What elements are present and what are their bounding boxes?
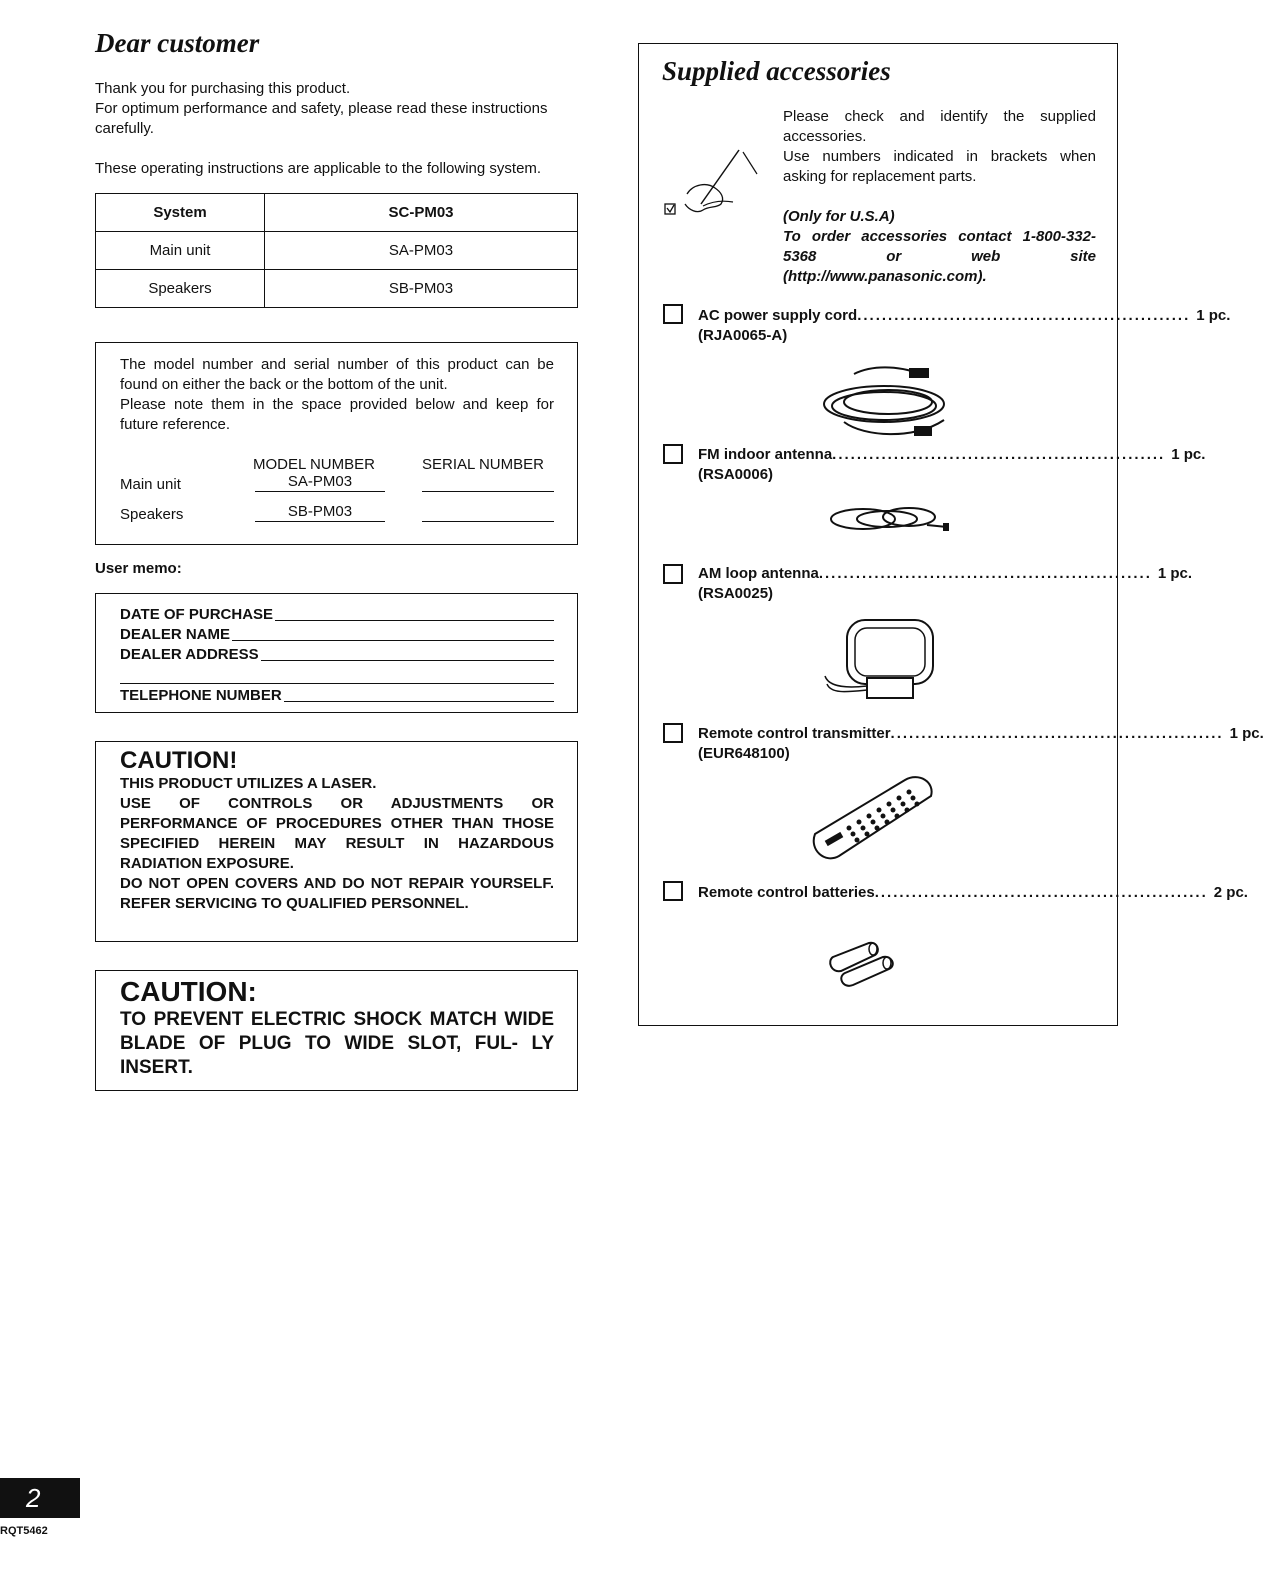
table-cell: SC-PM03 xyxy=(265,194,578,232)
caution-body: TO PREVENT ELECTRIC SHOCK MATCH WIDE BLADE OF PLUG TO WIDE SLOT, FUL- LY INSERT. xyxy=(120,1009,554,1078)
item-qty: 1 pc. xyxy=(1196,307,1231,324)
item-qty: 1 pc. xyxy=(1171,446,1206,463)
memo-blank-line[interactable] xyxy=(120,665,554,684)
table-cell: SB-PM03 xyxy=(265,270,578,308)
item-part-number: (RSA0025) xyxy=(698,585,774,602)
fm-antenna-icon xyxy=(827,499,952,541)
instructions-text: Please check and identify the supplied accessories. xyxy=(783,108,1096,145)
table-cell: Main unit xyxy=(96,232,265,270)
usa-note: (Only for U.S.A) xyxy=(783,208,895,225)
model-box-text-2: Please note them in the space provided below and keep for future reference. xyxy=(120,396,554,433)
accessory-item: AC power supply cord ...................................................... 1 pc. (RJA0065-A) xyxy=(698,307,1231,344)
memo-label: DEALER ADDRESS xyxy=(120,646,259,663)
accessories-panel xyxy=(638,43,1264,1026)
memo-label: DEALER NAME xyxy=(120,626,231,643)
applicable-text: These operating instructions are applicable to the following system. xyxy=(95,160,542,177)
checkbox[interactable] xyxy=(663,881,683,901)
user-memo-heading: User memo: xyxy=(95,560,182,577)
memo-label: TELEPHONE NUMBER xyxy=(120,687,282,704)
speakers-serial-field[interactable] xyxy=(422,503,554,522)
item-part-number: (EUR648100) xyxy=(698,745,790,762)
caution-title: CAUTION: xyxy=(120,976,257,1007)
table-row xyxy=(96,194,578,232)
item-name: Remote control transmitter xyxy=(698,725,891,742)
intro-paragraph xyxy=(95,79,585,139)
accessory-item: Remote control transmitter ...................................................... 1 pc. (EUR648100) xyxy=(698,725,1264,762)
usa-order-text: To order accessories contact 1-800-332-5368 or web site (http://www.panasonic.com). xyxy=(783,228,1096,285)
caution-shock-box xyxy=(95,970,578,1091)
table-row xyxy=(96,232,578,270)
memo-row[interactable] xyxy=(120,645,554,665)
intro-line: carefully. xyxy=(95,120,154,137)
item-qty: 1 pc. xyxy=(1157,565,1193,582)
caution-body-2: DO NOT OPEN COVERS AND DO NOT REPAIR YOURSELF. REFER SERVICING TO QUALIFIED PERSONNEL. xyxy=(120,875,554,912)
checking-hand-icon xyxy=(663,144,763,224)
item-part-number: (RJA0065-A) xyxy=(698,327,788,344)
intro-line: Thank you for purchasing this product. xyxy=(95,80,351,97)
doc-code: RQT5462 xyxy=(0,1525,48,1537)
checkbox[interactable] xyxy=(663,444,683,464)
main-unit-label: Main unit xyxy=(120,476,181,493)
item-qty: 2 pc. xyxy=(1213,884,1248,901)
item-name: AM loop antenna xyxy=(698,565,819,582)
am-loop-antenna-icon xyxy=(819,616,939,706)
table-cell: Speakers xyxy=(96,270,265,308)
speakers-model: SB-PM03 xyxy=(255,503,385,522)
accessory-item: AM loop antenna ...................................................... 1 pc. (RSA0025) xyxy=(698,565,1193,602)
accessory-item: FM indoor antenna ...................................................... 1 pc. (RSA0006) xyxy=(698,446,1206,483)
checkbox[interactable] xyxy=(663,564,683,584)
memo-row[interactable] xyxy=(120,625,554,645)
batteries-icon xyxy=(827,937,902,989)
item-name: FM indoor antenna xyxy=(698,446,833,463)
section-title: Supplied accessories xyxy=(662,56,891,86)
caution-line: THIS PRODUCT UTILIZES A LASER. xyxy=(120,775,377,792)
memo-row[interactable] xyxy=(120,686,554,706)
caution-laser-box xyxy=(95,741,578,942)
main-unit-serial-field[interactable] xyxy=(422,473,554,492)
instructions-text-2: Use numbers indicated in brackets when asking for replacement parts. xyxy=(783,148,1096,185)
page-title: Dear customer xyxy=(95,28,260,58)
model-box-text: The model number and serial number of this product can be found on either the back or the bottom of the unit. xyxy=(120,356,554,393)
checkbox[interactable] xyxy=(663,304,683,324)
page-number: 2 xyxy=(0,1478,80,1518)
memo-label: DATE OF PURCHASE xyxy=(120,606,274,623)
item-name: Remote control batteries xyxy=(698,884,875,901)
caution-body: USE OF CONTROLS OR ADJUSTMENTS OR PERFORMANCE OF PROCEDURES OTHER THAN THOSE SPECIFIED HEREIN MAY RESULT IN HAZARDOUS RADIATION EXPOSURE. xyxy=(120,795,554,872)
main-unit-model: SA-PM03 xyxy=(255,473,385,492)
model-number-header: MODEL NUMBER xyxy=(253,456,375,473)
checkbox[interactable] xyxy=(663,723,683,743)
table-row xyxy=(96,270,578,308)
system-table xyxy=(95,193,578,308)
table-cell: SA-PM03 xyxy=(265,232,578,270)
memo-row[interactable] xyxy=(120,605,554,625)
intro-line: For optimum performance and safety, please read these instructions xyxy=(95,100,548,117)
model-number-box xyxy=(95,342,578,545)
item-name: AC power supply cord xyxy=(698,307,858,324)
item-part-number: (RSA0006) xyxy=(698,466,774,483)
caution-title: CAUTION! xyxy=(120,747,238,774)
accessory-item: Remote control batteries ...................................................... 2 pc. xyxy=(698,884,1248,901)
remote-control-icon xyxy=(809,772,939,864)
table-cell: System xyxy=(96,194,265,232)
serial-number-header: SERIAL NUMBER xyxy=(422,456,544,473)
user-memo-box xyxy=(95,593,578,713)
speakers-label: Speakers xyxy=(120,506,184,523)
item-qty: 1 pc. xyxy=(1229,725,1264,742)
power-cord-icon xyxy=(814,362,959,442)
